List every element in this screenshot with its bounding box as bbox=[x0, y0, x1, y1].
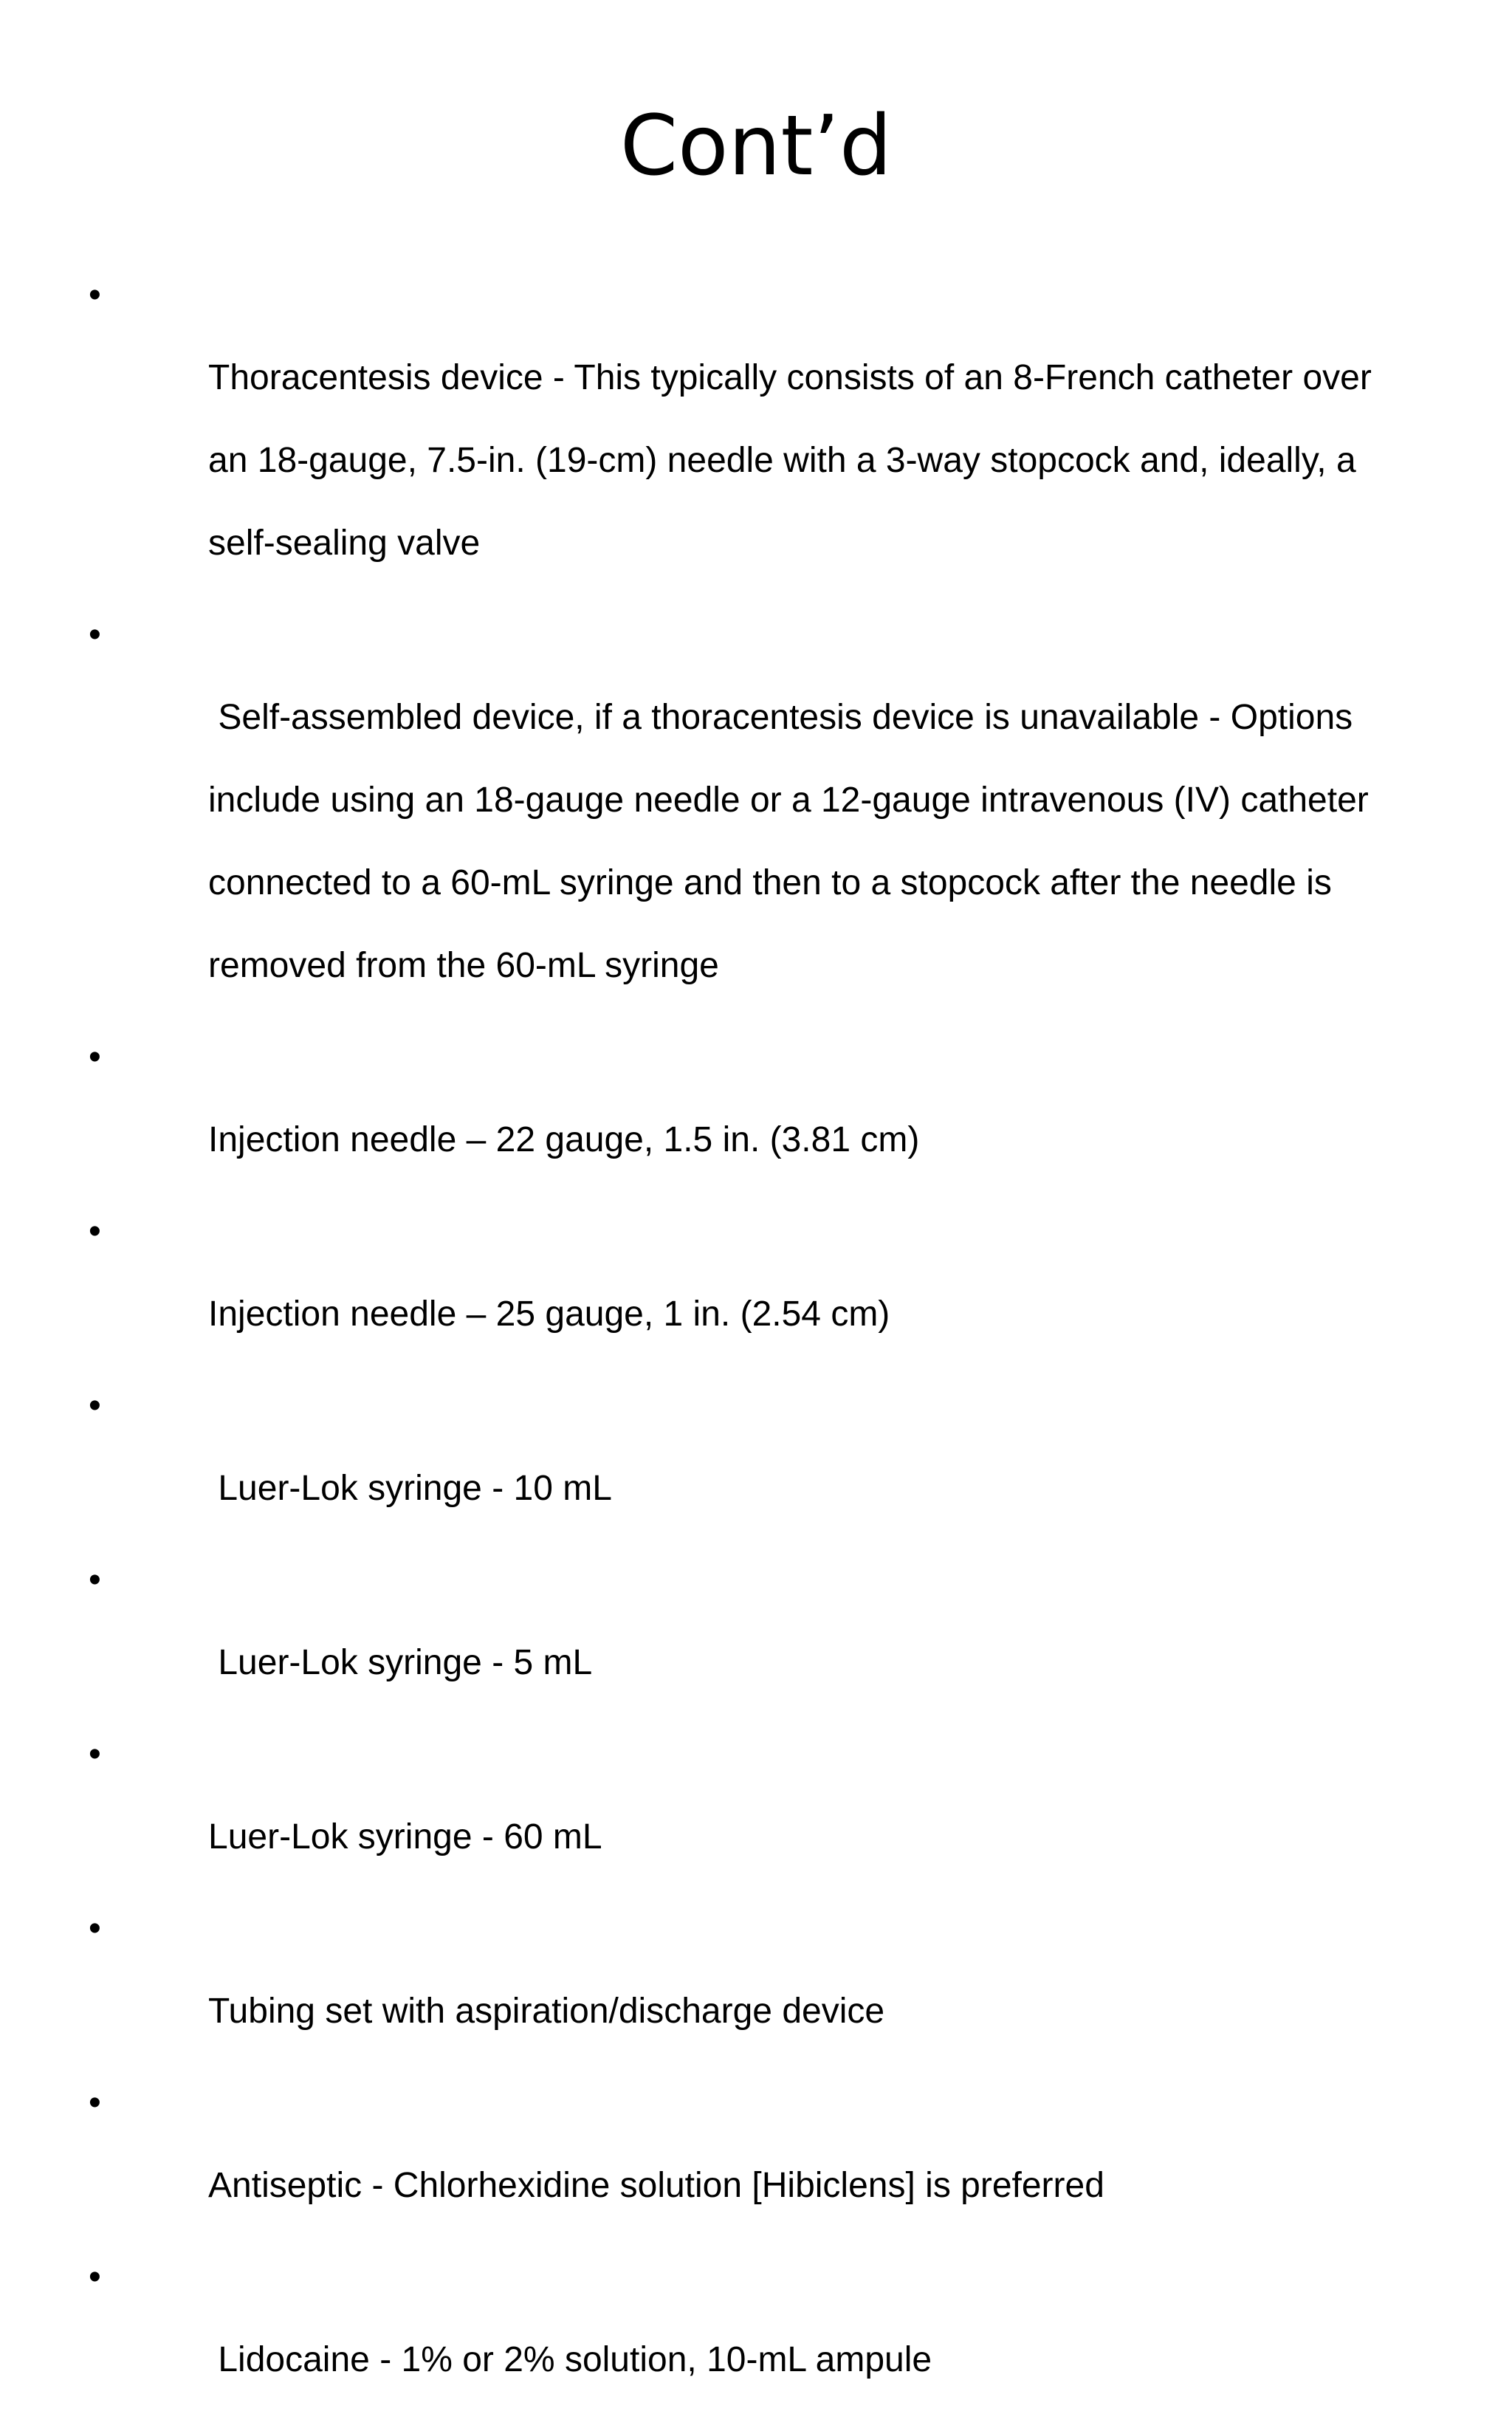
item-line: an 18-gauge, 7.5-in. (19-cm) needle with a 3-way stopcock and, ideally, a bbox=[208, 441, 1356, 480]
list-item-tubing-set bbox=[0, 1908, 1512, 2074]
item-text: Luer-Lok syringe - 60 mL bbox=[208, 1817, 602, 1856]
list-item-self-assembled-device bbox=[0, 614, 1512, 1028]
bullet-icon: • bbox=[89, 1560, 101, 1599]
item-line: self-sealing valve bbox=[208, 524, 481, 563]
item-line: Thoracentesis device - This typically consists of an 8-French catheter over bbox=[208, 358, 1372, 397]
list-item-injection-needle-22 bbox=[0, 1037, 1512, 1202]
bullet-icon: • bbox=[89, 1909, 101, 1948]
item-text: Luer-Lok syringe - 5 mL bbox=[208, 1643, 593, 1682]
bullet-list bbox=[0, 275, 1512, 2431]
item-text: Lidocaine - 1% or 2% solution, 10-mL ampule bbox=[208, 2340, 932, 2379]
item-line: Self-assembled device, if a thoracentesis device is unavailable - Options bbox=[208, 698, 1353, 737]
bullet-icon: • bbox=[89, 1212, 101, 1251]
bullet-icon: • bbox=[89, 615, 101, 654]
list-item-thoracentesis-device bbox=[0, 275, 1512, 606]
bullet-icon: • bbox=[89, 2257, 101, 2297]
bullet-icon: • bbox=[89, 1038, 101, 1077]
bullet-icon: • bbox=[89, 1386, 101, 1425]
list-item-syringe-60ml bbox=[0, 1734, 1512, 1899]
bullet-icon: • bbox=[89, 1735, 101, 1774]
list-item-syringe-5ml bbox=[0, 1560, 1512, 1725]
item-line: include using an 18-gauge needle or a 12-gauge intravenous (IV) catheter bbox=[208, 781, 1369, 820]
list-item-syringe-10ml bbox=[0, 1385, 1512, 1551]
item-line: connected to a 60-mL syringe and then to a stopcock after the needle is bbox=[208, 863, 1332, 902]
bullet-icon: • bbox=[89, 275, 101, 315]
bullet-icon: • bbox=[89, 2083, 101, 2122]
item-text: Injection needle – 22 gauge, 1.5 in. (3.81 cm) bbox=[208, 1120, 920, 1159]
list-item-injection-needle-25 bbox=[0, 1211, 1512, 1376]
item-text: Antiseptic - Chlorhexidine solution [Hibiclens] is preferred bbox=[208, 2166, 1104, 2205]
list-item-antiseptic bbox=[0, 2082, 1512, 2248]
item-text: Luer-Lok syringe - 10 mL bbox=[208, 1469, 612, 1508]
item-text: Tubing set with aspiration/discharge device bbox=[208, 1992, 885, 2031]
item-text: Injection needle – 25 gauge, 1 in. (2.54 cm) bbox=[208, 1295, 890, 1334]
list-item-lidocaine bbox=[0, 2257, 1512, 2422]
item-line: removed from the 60-mL syringe bbox=[208, 946, 719, 985]
slide-title: Cont’d bbox=[619, 98, 893, 194]
